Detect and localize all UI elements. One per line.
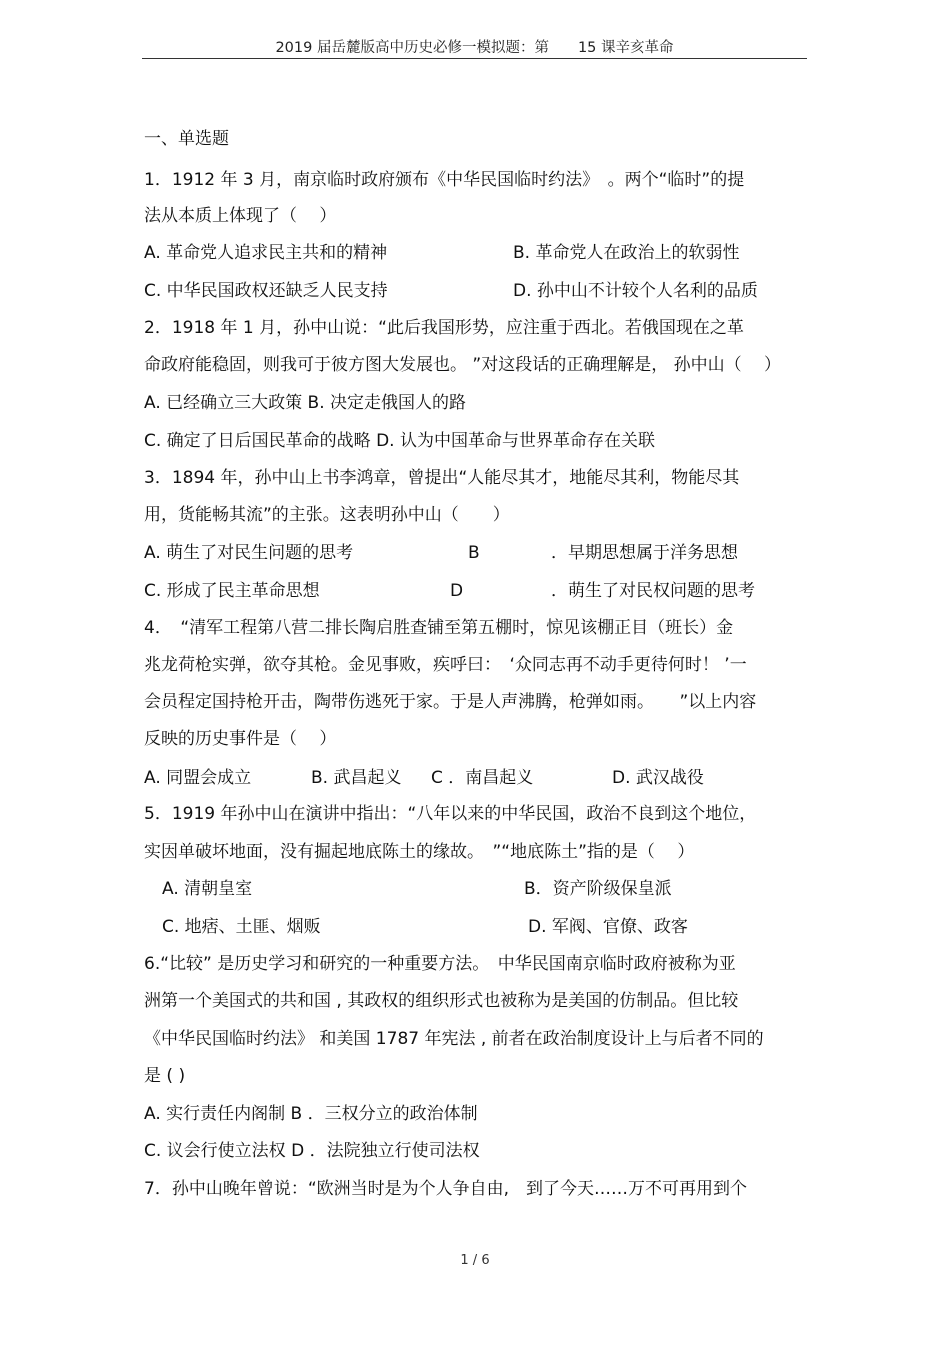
question-1-line-2: 法从本质上体现了（ ） xyxy=(144,206,337,226)
page-header: 2019 届岳麓版高中历史必修一模拟题：第 15 课辛亥革命 xyxy=(275,40,674,56)
question-5-option-c: C. 地痞、土匪、烟贩 xyxy=(162,917,321,937)
question-3-option-c: C. 形成了民主革命思想 xyxy=(144,581,320,601)
question-2-options-ab: A. 已经确立三大政策 B. 决定走俄国人的路 xyxy=(144,393,467,413)
question-3-line-2: 用，货能畅其流”的主张。这表明孙中山（ ） xyxy=(144,505,510,525)
question-4-line-4: 反映的历史事件是（ ） xyxy=(144,729,337,749)
question-1-option-b: B. 革命党人在政治上的软弱性 xyxy=(513,243,740,263)
question-4-line-1: 4． “清军工程第八营二排长陶启胜查铺至第五棚时，惊见该棚正目（班长）金 xyxy=(144,618,734,638)
question-1-line-1: 1．1912 年 3 月，南京临时政府颁布《中华民国临时约法》 。两个“临时”的提 xyxy=(144,170,745,190)
question-6-line-2: 洲第一个美国式的共和国 , 其政权的组织形式也被称为是美国的仿制品。但比较 xyxy=(144,991,739,1011)
question-1-option-c: C. 中华民国政权还缺乏人民支持 xyxy=(144,281,388,301)
header-divider xyxy=(142,58,807,59)
question-3-option-b-letter: B xyxy=(468,543,480,563)
question-6-line-4: 是 ( ) xyxy=(144,1066,186,1086)
question-4-line-2: 兆龙荷枪实弹，欲夺其枪。金见事败，疾呼曰： ‘众同志再不动手更待何时！ ’一 xyxy=(144,655,747,675)
question-3-option-a: A. 萌生了对民生问题的思考 xyxy=(144,543,354,563)
question-3-line-1: 3．1894 年，孙中山上书李鸿章，曾提出“人能尽其才，地能尽其利，物能尽其 xyxy=(144,468,740,488)
question-5-option-d: D. 军阀、官僚、政客 xyxy=(528,917,688,937)
question-3-option-d-text: ．萌生了对民权问题的思考 xyxy=(551,581,755,601)
question-6-line-3: 《中华民国临时约法》 和美国 1787 年宪法 , 前者在政治制度设计上与后者不同的 xyxy=(144,1029,764,1049)
question-6-line-1: 6.“比较” 是历史学习和研究的一种重要方法。 中华民国南京临时政府被称为亚 xyxy=(144,954,736,974)
question-6-options-cd: C. 议会行使立法权 D ．法院独立行使司法权 xyxy=(144,1141,480,1161)
question-5-line-2: 实因单破坏地面，没有掘起地底陈土的缘故。 ”“地底陈土”指的是（ ） xyxy=(144,842,695,862)
question-2-options-cd: C. 确定了日后国民革命的战略 D. 认为中国革命与世界革命存在关联 xyxy=(144,431,655,451)
question-2-line-1: 2．1918 年 1 月，孙中山说：“此后我国形势，应注重于西北。若俄国现在之革 xyxy=(144,318,744,338)
question-4-line-3: 会员程定国持枪开击，陶带伤逃死于家。于是人声沸腾，枪弹如雨。 ”以上内容 xyxy=(144,692,757,712)
question-4-option-c: C ．南昌起义 xyxy=(431,768,534,788)
question-3-option-d-letter: D xyxy=(450,581,464,601)
question-4-option-b: B. 武昌起义 xyxy=(311,768,402,788)
question-1-option-d: D. 孙中山不计较个人名利的品质 xyxy=(513,281,758,301)
question-4-option-a: A. 同盟会成立 xyxy=(144,768,252,788)
question-5-line-1: 5．1919 年孙中山在演讲中指出：“八年以来的中华民国，政治不良到这个地位， xyxy=(144,804,757,824)
question-4-option-d: D. 武汉战役 xyxy=(612,768,704,788)
page-number: 1 / 6 xyxy=(460,1253,490,1268)
question-2-line-2: 命政府能稳固，则我可于彼方图大发展也。 ”对这段话的正确理解是， 孙中山（ ） xyxy=(144,355,782,375)
question-5-option-a: A. 清朝皇室 xyxy=(162,879,253,899)
question-3-option-b-text: ．早期思想属于洋务思想 xyxy=(551,543,738,563)
section-title: 一、单选题 xyxy=(144,129,229,149)
question-7-line-1: 7．孙中山晚年曾说：“欧洲当时是为个人争自由, 到了今天……万不可再用到个 xyxy=(144,1179,748,1199)
question-5-option-b: B．资产阶级保皇派 xyxy=(524,879,672,899)
question-1-option-a: A. 革命党人追求民主共和的精神 xyxy=(144,243,388,263)
question-6-options-ab: A. 实行责任内阁制 B ．三权分立的政治体制 xyxy=(144,1104,478,1124)
